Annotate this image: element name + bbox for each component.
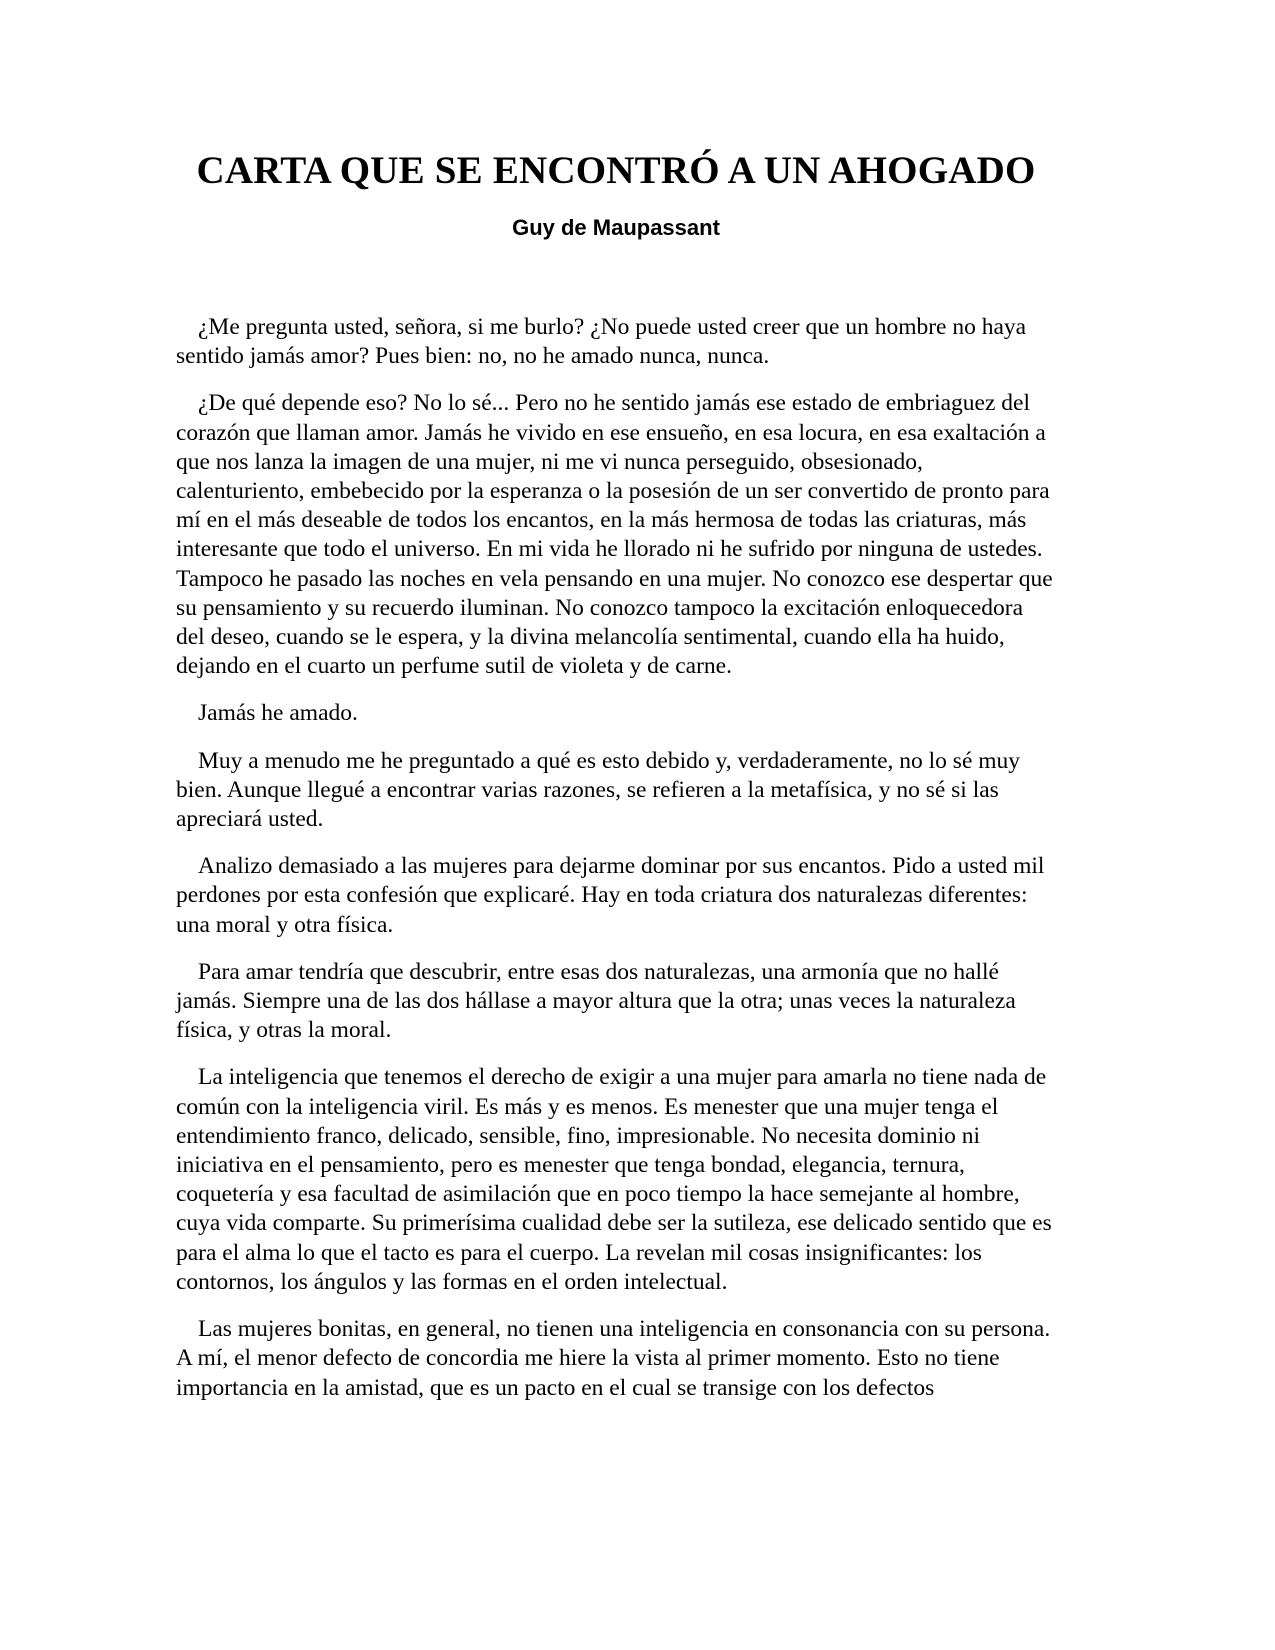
paragraph: Analizo demasiado a las mujeres para dejarme dominar por sus encantos. Pido a usted mil perdones por esta confesión que explicaré. Hay en toda criatura dos naturalezas diferentes: una moral y otra física.: [176, 853, 1045, 938]
body-text: [176, 241, 1056, 1403]
author-byline: Guy de Maupassant: [512, 215, 720, 240]
paragraph: Las mujeres bonitas, en general, no tienen una inteligencia en consonancia con su persona. A mí, el menor defecto de concordia me hiere la vista al primer momento. Esto no tiene importancia en la amistad, que es un pacto en el cual se transige con los defectos: [176, 1316, 1051, 1401]
paragraph: Muy a menudo me he preguntado a qué es esto debido y, verdaderamente, no lo sé muy bien. Aunque llegué a encontrar varias razones, se refieren a la metafísica, y no sé si las apreciará usted.: [176, 747, 1021, 833]
document-content: [176, 0, 1056, 1403]
paragraph: Para amar tendría que descubrir, entre esas dos naturalezas, una armonía que no hallé jamás. Siempre una de las dos hállase a mayor altura que la otra; unas veces la naturaleza física, y otras la moral.: [176, 958, 1016, 1044]
paragraph: La inteligencia que tenemos el derecho de exigir a una mujer para amarla no tiene nada de común con la inteligencia viril. Es más y es menos. Es menester que una mujer tenga el entendimiento franco, delicado, sensible, fino, impresionable. No necesita dominio ni iniciativa en el pensamiento, pero es menester que tenga bondad, elegancia, ternura, coquetería y esa facultad de asimilación que en poco tiempo la hace semejante al hombre, cuya vida comparte. Su primerísima cualidad debe ser la sutileza, ese delicado sentido que es para el alma lo que el tacto es para el cuerpo. La revelan mil cosas insignificantes: los contornos, los ángulos y las formas en el orden intelectual.: [176, 1064, 1052, 1295]
page-title: CARTA QUE SE ENCONTRÓ A UN AHOGADO: [196, 149, 1036, 192]
paragraph: ¿Me pregunta usted, señora, si me burlo? ¿No puede usted creer que un hombre no haya sentido jamás amor? Pues bien: no, no he amado nunca, nunca.: [176, 314, 1027, 370]
paragraph: Jamás he amado.: [198, 700, 358, 727]
paragraph: ¿De qué depende eso? No lo sé... Pero no he sentido jamás ese estado de embriaguez del corazón que llaman amor. Jamás he vivido en ese ensueño, en esa locura, en esa exaltación a que nos lanza la imagen de una mujer, ni me vi nunca perseguido, obsesionado, calenturiento, embebecido por la esperanza o la posesión de un ser convertido de pronto para mí en el más deseable de todos los encantos, en la más hermosa de todas las criaturas, más interesante que todo el universo. En mi vida he llorado ni he sufrido por ninguna de ustedes. Tampoco he pasado las noches en vela pensando en una mujer. No conozco ese despertar que su pensamiento y su recuerdo iluminan. No conozco tampoco la excitación enloquecedora del deseo, cuando se le espera, y la divina melancolía sentimental, cuando ella ha huido, dejando en el cuarto un perfume sutil de violeta y de carne.: [176, 390, 1053, 680]
